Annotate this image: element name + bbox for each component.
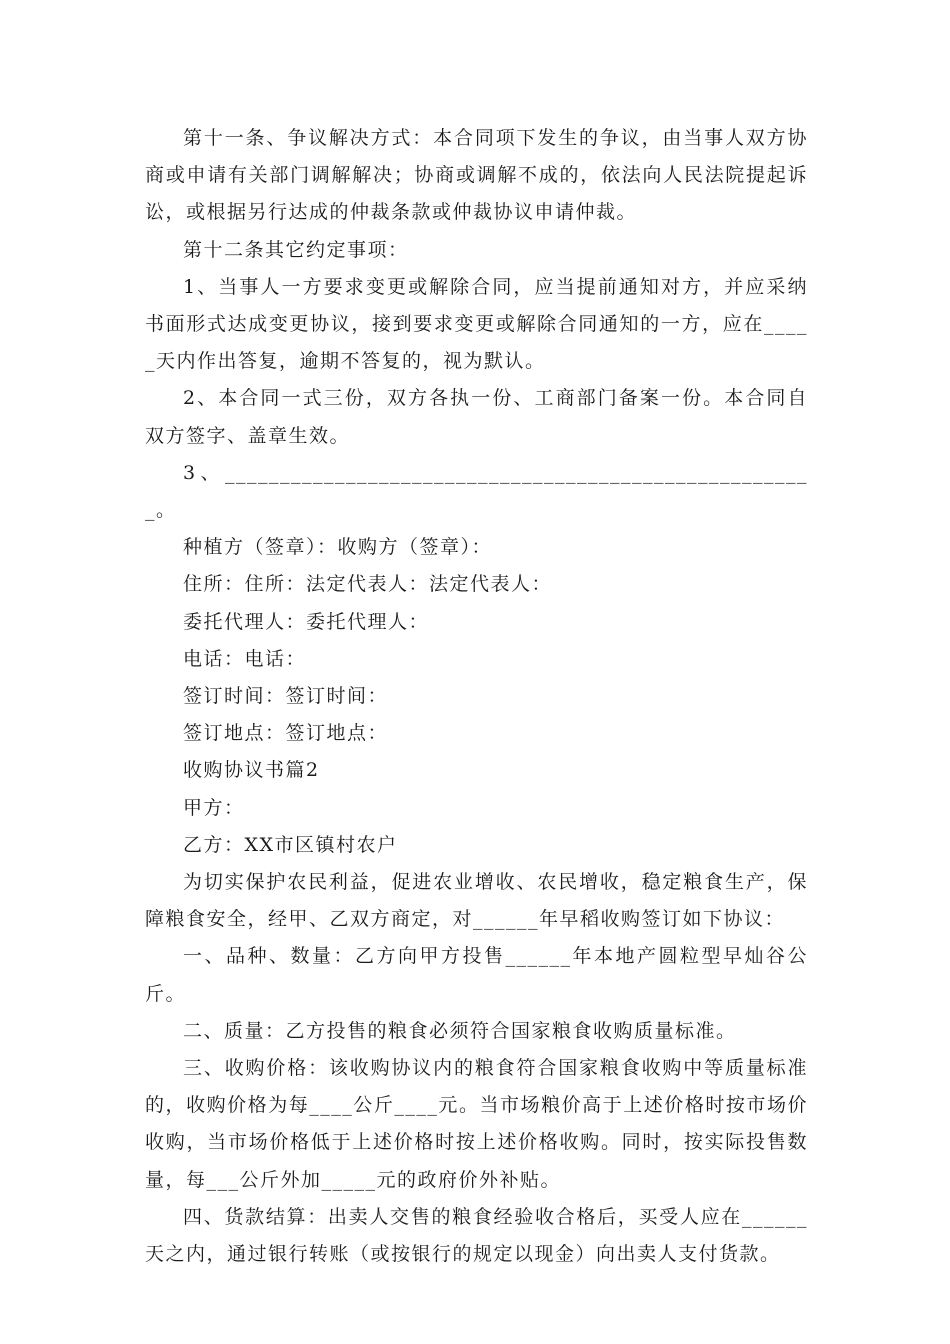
clause-12-heading: 第十二条其它约定事项： [183,238,409,261]
signature-agent: 委托代理人：委托代理人： [183,610,430,633]
preamble: 为切实保护农民利益，促进农业增收、农民增收，稳定粮食生产，保障粮食安全，经甲、乙双方商定，对______年早稻收购签订如下协议： [145,871,808,931]
article-2-quality: 二、质量：乙方投售的粮食必须符合国家粮食收购质量标准。 [183,1019,737,1042]
section-title: 收购协议书篇2 [183,759,320,782]
clause-12-item-3: 3、______________________________________________________。 [145,461,808,522]
clause-12-item-1: 1、当事人一方要求变更或解除合同，应当提前通知对方，并应采纳书面形式达成变更协议，接到要求变更或解除合同通知的一方，应在_____天内作出答复，逾期不答复的，视为默认。 [145,275,808,373]
signature-date: 签订时间：签订时间： [183,685,389,708]
article-1-variety-quantity: 一、品种、数量：乙方向甲方投售______年本地产圆粒型早灿谷公斤。 [145,945,808,1005]
signature-place: 签订地点：签订地点： [183,722,389,745]
party-b: 乙方：XX市区镇村农户 [183,833,398,856]
party-a: 甲方： [183,796,245,819]
article-3-price: 三、收购价格：该收购协议内的粮食符合国家粮食收购中等质量标准的，收购价格为每____公斤____元。当市场粮价高于上述价格时按市场价收购，当市场价格低于上述价格时按上述价格收购。同时，按实际投售数量，每___公斤外加_____元的政府价外补贴。 [145,1057,808,1191]
signature-address-representative: 住所：住所：法定代表人：法定代表人： [183,573,553,596]
signature-phone: 电话：电话： [183,647,307,670]
article-4-payment: 四、货款结算：出卖人交售的粮食经验收合格后，买受人应在______天之内，通过银行转账（或按银行的规定以现金）向出卖人支付货款。 [145,1205,808,1266]
clause-12-item-2: 2、本合同一式三份，双方各执一份、工商部门备案一份。本合同自双方签字、盖章生效。 [145,387,808,447]
signature-parties: 种植方（签章）：收购方（签章）： [183,536,493,559]
clause-11-dispute-resolution: 第十一条、争议解决方式：本合同项下发生的争议，由当事人双方协商或申请有关部门调解解决；协商或调解不成的，依法向人民法院提起诉讼，或根据另行达成的仲裁条款或仲裁协议申请仲裁。 [145,127,808,224]
